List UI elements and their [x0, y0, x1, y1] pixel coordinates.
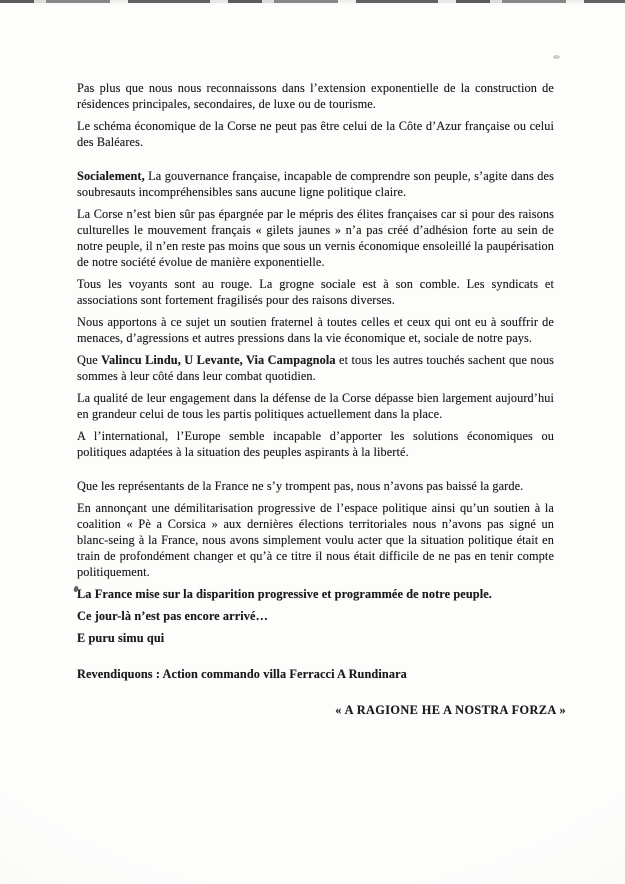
paragraph-qualite-engagement — [77, 390, 554, 422]
paragraph-text: La Corse n’est bien sûr pas épargnée par le mépris des élites françaises car si pour des raisons culturelles le mouvement français « gilets jaunes » n’a pas créé d’adhésion forte au sein de notre peuple, il n’en reste pas moins que sous un vernis économique ensoleillé la paupérisation de notre société évolue de manière exponentielle. — [77, 207, 554, 269]
paragraph-la-corse — [77, 206, 554, 270]
bold-statement: Ce jour-là n’est pas encore arrivé… — [77, 609, 268, 623]
paragraph-text: Le schéma économique de la Corse ne peut pas être celui de la Côte d’Azur française ou celui des Baléares. — [77, 119, 554, 149]
paragraph-text: Que — [77, 353, 102, 367]
paragraph-text: et tous les autres touchés sachent que nous sommes à leur côté dans leur combat quotidien. — [77, 353, 555, 383]
paragraph-text: Pas plus que nous nous reconnaissons dans l’extension exponentielle de la construction de résidences principales, secondaires, de luxe ou de tourisme. — [77, 81, 554, 111]
paragraph-text: En annonçant une démilitarisation progressive de l’espace politique ainsi qu’un soutien à la coalition « Pè a Corsica » aux dernières élections territoriales nous n’avons pas signé un blanc-seing à la France, nous avons simplement voulu acter que la situation politique était en train de profondément changer et qu’à ce titre il nous était difficile de ne pas en tenir compte politiquement. — [77, 501, 554, 579]
paragraph-representants-france — [77, 478, 554, 494]
bold-statement: La France mise sur la disparition progressive et programmée de notre peuple. — [77, 587, 492, 601]
paragraph-soutien-fraternel — [77, 314, 554, 346]
paragraph-text: A l’international, l’Europe semble incapable d’apporter les solutions économiques ou politiques adaptées à la situation des peuples aspirants à la liberté. — [77, 429, 554, 459]
bold-statement: E puru simu qui — [77, 631, 165, 645]
closing-slogan — [77, 702, 566, 718]
paragraph-france-mise — [77, 586, 554, 602]
smudge-artifact — [553, 55, 560, 59]
paragraph-voyants-rouge — [77, 276, 554, 308]
slogan-text: « A RAGIONE HE A NOSTRA FORZA » — [335, 703, 566, 717]
paragraph-text: La gouvernance française, incapable de comprendre son peuple, s’agite dans des soubresauts incompréhensibles sans aucune ligne politique claire. — [77, 169, 554, 199]
paragraph-e-puru-simu — [77, 630, 554, 646]
paragraph-text: Nous apportons à ce sujet un soutien fraternel à toutes celles et ceux qui ont eu à souffrir de menaces, d’agressions et autres pressions dans la vie économique et, sociale de notre pays. — [77, 315, 554, 345]
paragraph-lead-bold: Socialement, — [77, 169, 145, 183]
paragraph-demilitarisation — [77, 500, 554, 580]
organization-names-bold: Valincu Lindu, U Levante, Via Campagnola — [101, 353, 336, 367]
claim-line-bold: Revendiquons : Action commando villa Ferracci A Rundinara — [77, 667, 407, 681]
paragraph-international — [77, 428, 554, 460]
paragraph-ce-jour-la — [77, 608, 554, 624]
letter-body — [77, 0, 566, 724]
paragraph-text: Tous les voyants sont au rouge. La grogne sociale est à son comble. Les syndicats et associations sont fortement fragilisés pour des raisons diverses. — [77, 277, 554, 307]
paragraph-revendication — [77, 666, 554, 682]
paragraph-schema-economique — [77, 118, 554, 150]
paragraph-valincu-lindu — [77, 352, 554, 384]
paragraph-text: La qualité de leur engagement dans la défense de la Corse dépasse bien largement aujourd’hui en grandeur celui de tous les partis politiques actuellement dans la place. — [77, 391, 554, 421]
paragraph-text: Que les représentants de la France ne s’y trompent pas, nous n’avons pas baissé la garde. — [77, 479, 524, 493]
paragraph-socialement — [77, 168, 554, 200]
paragraph-residences — [77, 80, 554, 112]
